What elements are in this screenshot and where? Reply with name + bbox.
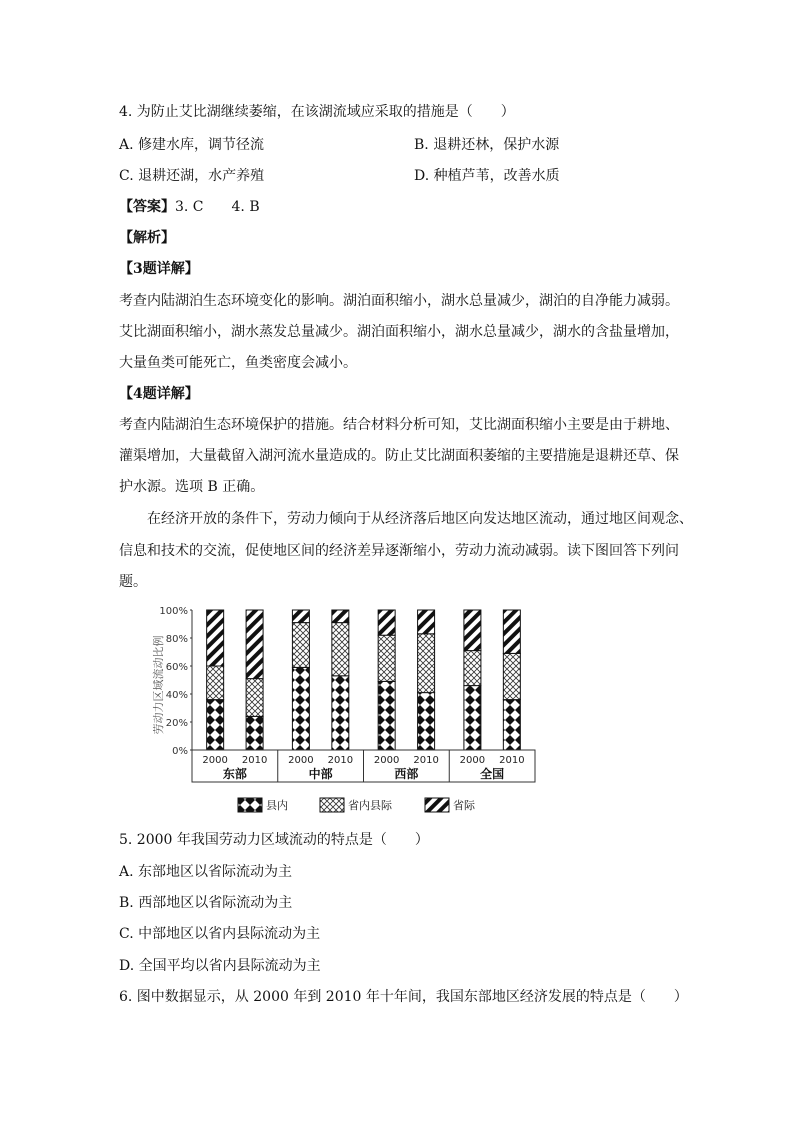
q4-row-1 xyxy=(119,135,560,155)
bar-segment xyxy=(503,653,520,699)
q4-detail-label: 【4题详解】 xyxy=(119,386,199,402)
bar-segment xyxy=(332,676,349,750)
legend-label: 省内县际 xyxy=(348,799,392,812)
x-year-label: 2000 xyxy=(288,755,314,766)
answer-text: 3. C 4. B xyxy=(175,199,260,215)
q4-row-2 xyxy=(119,166,560,186)
bar-segment xyxy=(418,634,435,693)
bar-segment xyxy=(503,610,520,653)
x-axis xyxy=(192,750,535,782)
bar-segment xyxy=(207,610,224,666)
y-tick-label: 20% xyxy=(165,718,188,729)
q4-stem: 4. 为防止艾比湖继续萎缩，在该湖流域应采取的措施是（ ） xyxy=(119,104,515,120)
y-tick-label: 60% xyxy=(165,662,188,673)
legend-label: 县内 xyxy=(266,799,288,812)
bar-segment xyxy=(378,635,395,681)
answer-label: 【答案】 xyxy=(119,199,175,215)
q3-detail-label: 【3题详解】 xyxy=(119,261,199,277)
q3-detail-line-3: 大量鱼类可能死亡，鱼类密度会减小。 xyxy=(119,355,357,371)
y-axis-label: 劳动力区域流动比例 xyxy=(152,635,165,735)
bar-segment xyxy=(292,623,309,668)
bar-segment xyxy=(378,610,395,635)
q4-detail-line-1: 考查内陆湖泊生态环境保护的措施。结合材料分析可知，艾比湖面积缩小主要是由于耕地、 xyxy=(119,417,679,433)
x-year-label: 2010 xyxy=(499,755,525,766)
q4-option-c: C. 退耕还湖，水产养殖 xyxy=(119,168,265,184)
q4-option-a: A. 修建水库，调节径流 xyxy=(119,137,265,153)
bar-segment xyxy=(464,651,481,686)
legend-swatch xyxy=(425,798,449,812)
bar-segment xyxy=(418,610,435,634)
bar-segment xyxy=(246,610,263,679)
bar-segment xyxy=(292,610,309,623)
bar-segment xyxy=(332,610,349,623)
labor-flow-chart xyxy=(150,600,550,825)
passage-line-1: 在经济开放的条件下，劳动力倾向于从经济落后地区向发达地区流动，通过地区间观念、 xyxy=(119,511,693,527)
q3-detail-line-2: 艾比湖面积缩小，湖水蒸发总量减少。湖泊面积缩小，湖水总量减少，湖水的含盐量增加， xyxy=(119,324,679,340)
bar-segment xyxy=(292,667,309,750)
answer-line xyxy=(119,197,260,217)
x-group-label: 西部 xyxy=(394,767,419,781)
bar-segment xyxy=(464,686,481,750)
legend-label: 省际 xyxy=(453,799,475,812)
bar-segment xyxy=(207,666,224,700)
passage-line-3: 题。 xyxy=(119,574,147,590)
analysis-label: 【解析】 xyxy=(119,230,175,246)
chart-legend xyxy=(238,798,476,812)
q5-option-c: C. 中部地区以省内县际流动为主 xyxy=(119,926,321,942)
x-year-label: 2000 xyxy=(459,755,486,766)
x-group-label: 东部 xyxy=(222,767,247,781)
q3-detail-line-1: 考查内陆湖泊生态环境变化的影响。湖泊面积缩小，湖水总量减少，湖泊的自净能力减弱。 xyxy=(119,293,679,309)
x-year-label: 2000 xyxy=(373,755,400,766)
q4-option-d: D. 种植芦苇，改善水质 xyxy=(414,168,560,184)
q4-option-b: B. 退耕还林，保护水源 xyxy=(414,137,560,153)
bar-segment xyxy=(418,693,435,750)
q5-option-a: A. 东部地区以省际流动为主 xyxy=(119,864,293,880)
q4-detail-line-2: 灌渠增加，大量截留入湖河流水量造成的。防止艾比湖面积萎缩的主要措施是退耕还草、保 xyxy=(119,448,679,464)
q4-detail-line-3: 护水源。选项 B 正确。 xyxy=(119,479,265,495)
x-group-label: 全国 xyxy=(480,767,505,781)
x-year-label: 2000 xyxy=(202,755,228,766)
y-tick-label: 0% xyxy=(172,746,188,757)
bar-segment xyxy=(378,681,395,750)
legend-swatch xyxy=(320,798,344,812)
y-tick-label: 40% xyxy=(165,690,188,701)
bar-segment xyxy=(332,623,349,676)
bar-segment xyxy=(246,679,263,717)
x-group-label: 中部 xyxy=(308,767,333,781)
y-tick-label: 100% xyxy=(159,606,188,617)
bar-segment xyxy=(503,700,520,750)
legend-swatch xyxy=(238,798,262,812)
x-year-label: 2010 xyxy=(327,755,354,766)
chart-bars xyxy=(207,610,521,750)
passage-line-2: 信息和技术的交流，促使地区间的经济差异逐渐缩小，劳动力流动减弱。读下图回答下列问 xyxy=(119,543,679,559)
bar-segment xyxy=(246,716,263,750)
q5-option-b: B. 西部地区以省际流动为主 xyxy=(119,895,293,911)
y-tick-label: 80% xyxy=(165,634,188,645)
q6-stem: 6. 图中数据显示，从 2000 年到 2010 年十年间，我国东部地区经济发展的特点是（ ） xyxy=(119,989,688,1005)
q5-stem: 5. 2000 年我国劳动力区域流动的特点是（ ） xyxy=(119,832,429,848)
bar-segment xyxy=(207,700,224,750)
q5-option-d: D. 全国平均以省内县际流动为主 xyxy=(119,958,321,974)
bar-segment xyxy=(464,610,481,651)
x-year-label: 2010 xyxy=(413,755,439,766)
x-year-label: 2010 xyxy=(241,755,268,766)
